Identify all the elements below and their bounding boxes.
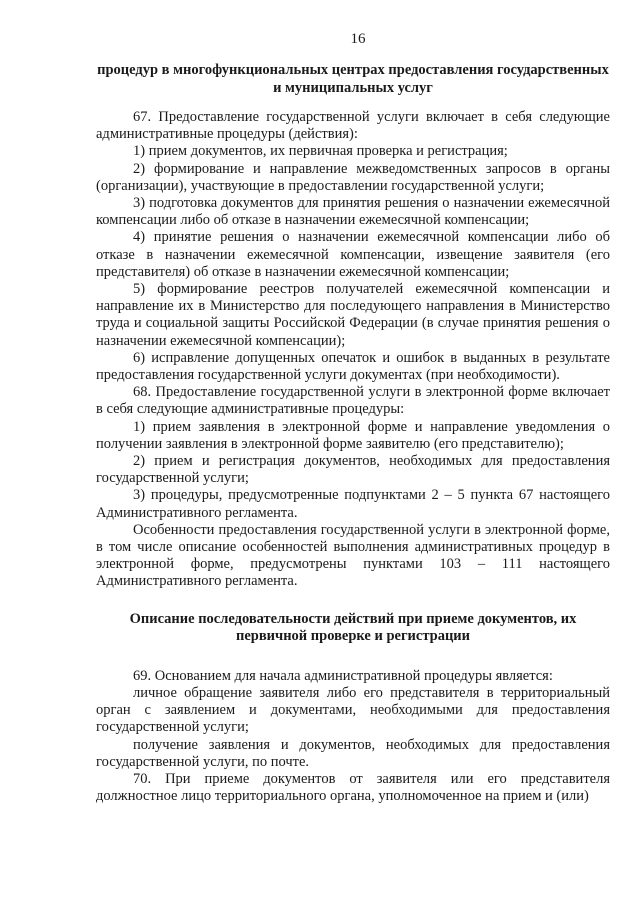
paragraph-69-by-mail: получение заявления и документов, необходимых для предоставления государственной услуги, по почте. bbox=[96, 736, 610, 770]
list-item-68-3: 3) процедуры, предусмотренные подпунктами 2 – 5 пункта 67 настоящего Административного регламента. bbox=[96, 487, 610, 521]
list-item-67-5: 5) формирование реестров получателей ежемесячной компенсации и направление их в Министерство для последующего направления в Министерство труда и социальной защиты Российской Федерации (в случае принятия решения о назначении ежемесячной компенсации); bbox=[96, 281, 610, 349]
paragraph-electronic-features: Особенности предоставления государственной услуги в электронной форме, в том числе описание особенностей выполнения административных процедур в электронной форме, предусмотрены пунктами 103 – 111 настоящего Административного регламента. bbox=[96, 521, 610, 590]
section-heading-mfc-procedures: процедур в многофункциональных центрах предоставления государственных и муниципальных услуг bbox=[97, 62, 609, 96]
list-item-67-1: 1) прием документов, их первичная проверка и регистрация; bbox=[133, 143, 508, 160]
paragraph-group-69-70 bbox=[96, 668, 610, 806]
list-item-67-6: 6) исправление допущенных опечаток и ошибок в выданных в результате предоставления государственной услуги документах (при необходимости). bbox=[96, 349, 610, 384]
list-item-67-3: 3) подготовка документов для принятия решения о назначении ежемесячной компенсации либо об отказе в назначении ежемесячной компенсации; bbox=[96, 195, 610, 229]
page-number: 16 bbox=[350, 31, 366, 47]
paragraph-70: 70. При приеме документов от заявителя или его представителя должностное лицо территориального органа, уполномоченное на прием и (или) bbox=[96, 770, 610, 805]
paragraph-69-personal-appeal: личное обращение заявителя либо его представителя в территориальный орган с заявлением и документами, необходимыми для предоставления государственной услуги; bbox=[96, 684, 610, 736]
list-item-68-2: 2) прием и регистрация документов, необходимых для предоставления государственной услуги; bbox=[96, 453, 610, 487]
list-item-68-1: 1) прием заявления в электронной форме и направление уведомления о получении заявления в электронной форме заявителю (его представителю); bbox=[96, 418, 610, 452]
paragraph-67: 67. Предоставление государственной услуги включает в себя следующие административные процедуры (действия): bbox=[96, 109, 610, 143]
paragraph-group-67-68 bbox=[96, 109, 610, 591]
paragraph-68: 68. Предоставление государственной услуги в электронной форме включает в себя следующие административные процедуры: bbox=[96, 384, 610, 418]
list-item-67-4: 4) принятие решения о назначении ежемесячной компенсации либо об отказе в назначении ежемесячной компенсации, извещение заявителя (его представителя) об отказе в назначении ежемесячной компенсации; bbox=[96, 229, 610, 280]
section-heading-document-intake: Описание последовательности действий при приеме документов, их первичной проверке и регистрации bbox=[129, 610, 577, 645]
paragraph-69: 69. Основанием для начала административной процедуры является: bbox=[133, 667, 553, 684]
list-item-67-2: 2) формирование и направление межведомственных запросов в органы (организации), участвующие в предоставлении государственной услуги; bbox=[96, 160, 610, 194]
